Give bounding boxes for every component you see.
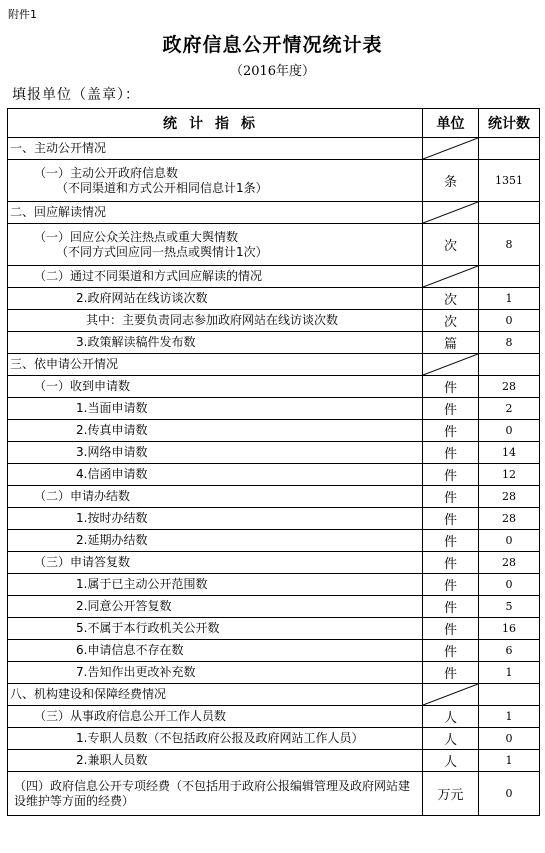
value-cell: 5 <box>479 596 540 618</box>
value-cell: 0 <box>479 574 540 596</box>
attachment-label: 附件1 <box>8 8 37 21</box>
unit-cell: 人 <box>423 728 479 750</box>
value-cell: 0 <box>479 420 540 442</box>
indicator-name: 4.信函申请数 <box>76 467 148 481</box>
diagonal-slash <box>423 138 478 159</box>
table-row <box>8 728 540 750</box>
indicator-note: （不同方式回应同一热点或舆情计1次） <box>56 244 268 259</box>
indicator-cell <box>8 442 423 464</box>
indicator-name: （二）申请办结数 <box>34 489 131 503</box>
indicator-name: 2.兼职人员数 <box>76 753 148 767</box>
value-cell: 12 <box>479 464 540 486</box>
unit-cell: 件 <box>423 596 479 618</box>
table-header-row <box>8 109 540 138</box>
indicator-name: （二）通过不同渠道和方式回应解读的情况 <box>34 269 263 283</box>
indicator-cell <box>8 160 423 202</box>
indicator-cell <box>8 574 423 596</box>
indicator-cell <box>8 310 423 332</box>
indicator-cell <box>8 202 423 224</box>
unit-cell: 件 <box>423 442 479 464</box>
table-row <box>8 706 540 728</box>
value-cell: 1351 <box>479 160 540 202</box>
indicator-name: （一）回应公众关注热点或重大舆情数 <box>34 229 239 244</box>
table-row <box>8 618 540 640</box>
value-cell: 1 <box>479 288 540 310</box>
table-row <box>8 552 540 574</box>
indicator-cell <box>8 508 423 530</box>
indicator-cell <box>8 596 423 618</box>
unit-cell: 件 <box>423 618 479 640</box>
unit-cell: 次 <box>423 310 479 332</box>
indicator-name: 5.不属于本行政机关公开数 <box>76 621 220 635</box>
table-row <box>8 486 540 508</box>
unit-cell-slashed <box>423 684 479 706</box>
indicator-cell <box>8 138 423 160</box>
value-cell-empty <box>479 202 540 224</box>
unit-cell: 篇 <box>423 332 479 354</box>
table-row <box>8 288 540 310</box>
indicator-name: 二、回应解读情况 <box>10 205 107 219</box>
indicator-cell <box>8 354 423 376</box>
unit-cell: 件 <box>423 486 479 508</box>
unit-cell: 件 <box>423 530 479 552</box>
value-cell-empty <box>479 266 540 288</box>
unit-cell: 件 <box>423 508 479 530</box>
indicator-name: 2.政府网站在线访谈次数 <box>76 291 208 305</box>
indicator-cell <box>8 750 423 772</box>
indicator-cell <box>8 288 423 310</box>
table-row <box>8 530 540 552</box>
indicator-cell <box>8 486 423 508</box>
indicator-name: 1.专职人员数（不包括政府公报及政府网站工作人员） <box>76 731 364 745</box>
table-row <box>8 138 540 160</box>
unit-cell: 件 <box>423 552 479 574</box>
unit-cell: 人 <box>423 750 479 772</box>
table-row <box>8 596 540 618</box>
column-header-count: 统计数 <box>479 109 540 138</box>
table-row <box>8 772 540 816</box>
indicator-name: 1.当面申请数 <box>76 401 148 415</box>
value-cell: 1 <box>479 706 540 728</box>
value-cell: 28 <box>479 508 540 530</box>
unit-cell: 件 <box>423 574 479 596</box>
unit-cell-slashed <box>423 138 479 160</box>
indicator-cell <box>8 662 423 684</box>
indicator-name: 其中：主要负责同志参加政府网站在线访谈次数 <box>86 313 339 327</box>
indicator-cell <box>8 332 423 354</box>
table-row <box>8 508 540 530</box>
table-row <box>8 160 540 202</box>
report-year: （2016年度） <box>229 64 316 79</box>
unit-cell-slashed <box>423 266 479 288</box>
unit-cell: 次 <box>423 224 479 266</box>
value-cell: 8 <box>479 224 540 266</box>
diagonal-slash <box>423 684 478 705</box>
value-cell: 2 <box>479 398 540 420</box>
indicator-name: 3.政策解读稿件发布数 <box>76 335 196 349</box>
unit-cell: 人 <box>423 706 479 728</box>
indicator-name: 1.按时办结数 <box>76 511 148 525</box>
indicator-cell <box>8 728 423 750</box>
indicator-name: （三）申请答复数 <box>34 555 131 569</box>
statistics-table <box>7 108 540 816</box>
indicator-name: （四）政府信息公开专项经费（不包括用于政府公报编辑管理及政府网站建设维护等方面的经费） <box>14 778 411 808</box>
table-row <box>8 464 540 486</box>
value-cell: 16 <box>479 618 540 640</box>
value-cell-empty <box>479 684 540 706</box>
value-cell: 1 <box>479 662 540 684</box>
indicator-name: （一）收到申请数 <box>34 379 131 393</box>
indicator-name: 2.同意公开答复数 <box>76 599 172 613</box>
indicator-cell <box>8 266 423 288</box>
indicator-name: 3.网络申请数 <box>76 445 148 459</box>
column-header-unit: 单位 <box>423 109 479 138</box>
indicator-name: 一、主动公开情况 <box>10 141 107 155</box>
indicator-name: 2.传真申请数 <box>76 423 148 437</box>
diagonal-slash <box>423 266 478 287</box>
unit-cell: 件 <box>423 376 479 398</box>
filling-unit-label: 填报单位（盖章）： <box>12 87 140 103</box>
value-cell: 6 <box>479 640 540 662</box>
value-cell: 8 <box>479 332 540 354</box>
indicator-cell <box>8 420 423 442</box>
indicator-cell <box>8 224 423 266</box>
unit-cell: 件 <box>423 420 479 442</box>
indicator-cell <box>8 530 423 552</box>
unit-cell: 件 <box>423 464 479 486</box>
table-row <box>8 684 540 706</box>
table-row <box>8 310 540 332</box>
indicator-name: 2.延期办结数 <box>76 533 148 547</box>
value-cell: 28 <box>479 376 540 398</box>
indicator-name: 八、机构建设和保障经费情况 <box>10 687 167 701</box>
diagonal-slash <box>423 202 478 223</box>
value-cell: 28 <box>479 552 540 574</box>
indicator-cell <box>8 772 423 816</box>
indicator-cell <box>8 640 423 662</box>
page-title: 政府信息公开情况统计表 <box>162 34 383 56</box>
indicator-note: （不同渠道和方式公开相同信息计1条） <box>56 180 268 195</box>
value-cell: 0 <box>479 772 540 816</box>
value-cell-empty <box>479 354 540 376</box>
value-cell: 0 <box>479 728 540 750</box>
value-cell: 28 <box>479 486 540 508</box>
table-row <box>8 420 540 442</box>
unit-cell: 件 <box>423 398 479 420</box>
indicator-cell <box>8 706 423 728</box>
table-row <box>8 202 540 224</box>
table-row <box>8 224 540 266</box>
indicator-name: 6.申请信息不存在数 <box>76 643 184 657</box>
indicator-cell <box>8 684 423 706</box>
table-row <box>8 442 540 464</box>
indicator-name: 三、依申请公开情况 <box>10 357 119 371</box>
value-cell: 1 <box>479 750 540 772</box>
table-row <box>8 662 540 684</box>
table-row <box>8 574 540 596</box>
table-row <box>8 640 540 662</box>
value-cell: 0 <box>479 310 540 332</box>
unit-cell: 次 <box>423 288 479 310</box>
value-cell: 14 <box>479 442 540 464</box>
table-row <box>8 376 540 398</box>
table-row <box>8 266 540 288</box>
indicator-name: 1.属于已主动公开范围数 <box>76 577 208 591</box>
unit-cell-slashed <box>423 354 479 376</box>
indicator-name: （一）主动公开政府信息数 <box>34 165 179 180</box>
diagonal-slash <box>423 354 478 375</box>
column-header-indicator: 统计指标 <box>8 109 423 138</box>
table-row <box>8 398 540 420</box>
unit-cell: 条 <box>423 160 479 202</box>
unit-cell: 万元 <box>423 772 479 816</box>
unit-cell: 件 <box>423 640 479 662</box>
table-row <box>8 750 540 772</box>
indicator-cell <box>8 552 423 574</box>
value-cell: 0 <box>479 530 540 552</box>
indicator-cell <box>8 618 423 640</box>
indicator-name: （三）从事政府信息公开工作人员数 <box>34 709 227 723</box>
table-row <box>8 354 540 376</box>
indicator-cell <box>8 376 423 398</box>
value-cell-empty <box>479 138 540 160</box>
indicator-cell <box>8 464 423 486</box>
table-row <box>8 332 540 354</box>
indicator-name: 7.告知作出更改补充数 <box>76 665 196 679</box>
indicator-cell <box>8 398 423 420</box>
unit-cell-slashed <box>423 202 479 224</box>
unit-cell: 件 <box>423 662 479 684</box>
